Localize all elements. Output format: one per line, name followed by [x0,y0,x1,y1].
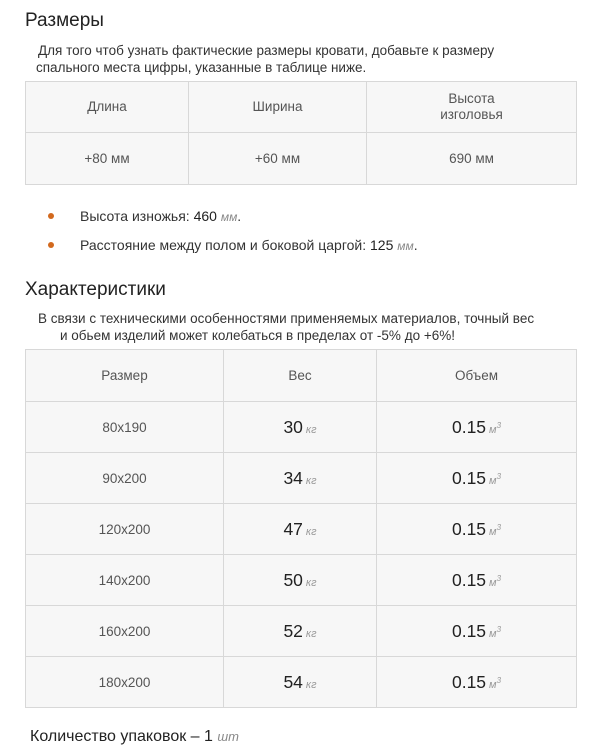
column-header-height-line2: изголовья [440,107,503,122]
specs-intro-line2: и обьем изделий может колебаться в пределах от -5% до +6%! [60,328,455,343]
footboard-height-value: 460 [193,208,217,224]
packages-count [30,728,239,746]
volume-unit: $м^3$ [489,624,502,640]
side-rail-clearance-label: Расстояние между полом и боковой царгой: [80,237,367,253]
sizes-intro-line1: Для того чтоб узнать фактические размеры кровати, добавьте к размеру [38,43,495,58]
table-row [26,402,577,453]
packages-label: Количество упаковок – [30,728,200,745]
weight-cell [224,657,377,708]
volume-unit: $м^3$ [489,471,502,487]
size-cell: 80x190 [26,402,224,453]
sizes-intro-line2: спального места цифры, указанные в таблице ниже. [36,60,367,75]
table-row [26,453,577,504]
volume-unit: $м^3$ [489,522,502,538]
volume-unit: $м^3$ [489,420,502,436]
size-cell: 140x200 [26,555,224,606]
weight-cell [224,606,377,657]
size-cell: 120x200 [26,504,224,555]
volume-cell [377,657,577,708]
width-value: +60 мм [189,133,367,185]
volume-value: 0.15 [451,518,487,539]
bullet-dot-icon [48,242,54,248]
table-row [26,133,577,185]
column-header-size: Размер [26,350,224,402]
volume-cell [377,555,577,606]
volume-value: 0.15 [451,569,487,590]
footboard-height-unit: мм [220,210,238,224]
bullet-dot-icon [48,213,54,219]
weight-cell [224,504,377,555]
specs-title: Характеристики [25,279,166,300]
table-row [26,657,577,708]
size-cell: 180x200 [26,657,224,708]
weight-unit: кг [305,576,317,589]
footboard-height-label: Высота изножья: [80,208,190,224]
column-header-weight: Вес [224,350,377,402]
specs-table [25,349,577,708]
packages-value: 1 [204,728,213,745]
volume-cell [377,402,577,453]
weight-cell [224,453,377,504]
volume-unit: $м^3$ [489,573,502,589]
length-value: +80 мм [26,133,189,185]
volume-cell [377,453,577,504]
sizes-title: Размеры [25,10,104,31]
weight-value: 30 [283,416,303,437]
weight-cell [224,555,377,606]
table-row [26,606,577,657]
size-cell: 90x200 [26,453,224,504]
column-header-volume: Объем [377,350,577,402]
table-header-row [26,350,577,402]
side-rail-clearance-end: . [413,237,418,253]
list-item [48,205,418,234]
weight-unit: кг [305,627,317,640]
volume-value: 0.15 [451,671,487,692]
table-row [26,504,577,555]
side-rail-clearance-value: 125 [370,237,394,253]
headboard-height-value: 690 мм [367,133,577,185]
sizes-table [25,81,577,185]
column-header-headboard-height [367,82,577,133]
volume-value: 0.15 [451,416,487,437]
column-header-height-line1: Высота [448,91,495,106]
packages-unit: шт [217,729,240,744]
weight-unit: кг [305,474,317,487]
weight-unit: кг [305,525,317,538]
table-row [26,555,577,606]
side-rail-clearance-unit: мм [397,239,414,253]
weight-value: 50 [283,569,303,590]
weight-unit: кг [305,678,317,691]
weight-cell [224,402,377,453]
volume-value: 0.15 [451,467,487,488]
column-header-width: Ширина [189,82,367,133]
size-cell: 160x200 [26,606,224,657]
volume-value: 0.15 [451,620,487,641]
column-header-length: Длина [26,82,189,133]
weight-value: 34 [283,467,303,488]
specs-intro-line1: В связи с техническими особенностями применяемых материалов, точный вес [38,311,535,326]
list-item [48,234,418,263]
volume-unit: $м^3$ [489,675,502,691]
volume-cell [377,606,577,657]
footboard-height-end: . [237,208,242,224]
weight-value: 54 [283,671,303,692]
weight-unit: кг [305,423,317,436]
weight-value: 52 [283,620,303,641]
weight-value: 47 [283,518,303,539]
table-header-row [26,82,577,133]
dimension-bullets [48,205,418,263]
volume-cell [377,504,577,555]
